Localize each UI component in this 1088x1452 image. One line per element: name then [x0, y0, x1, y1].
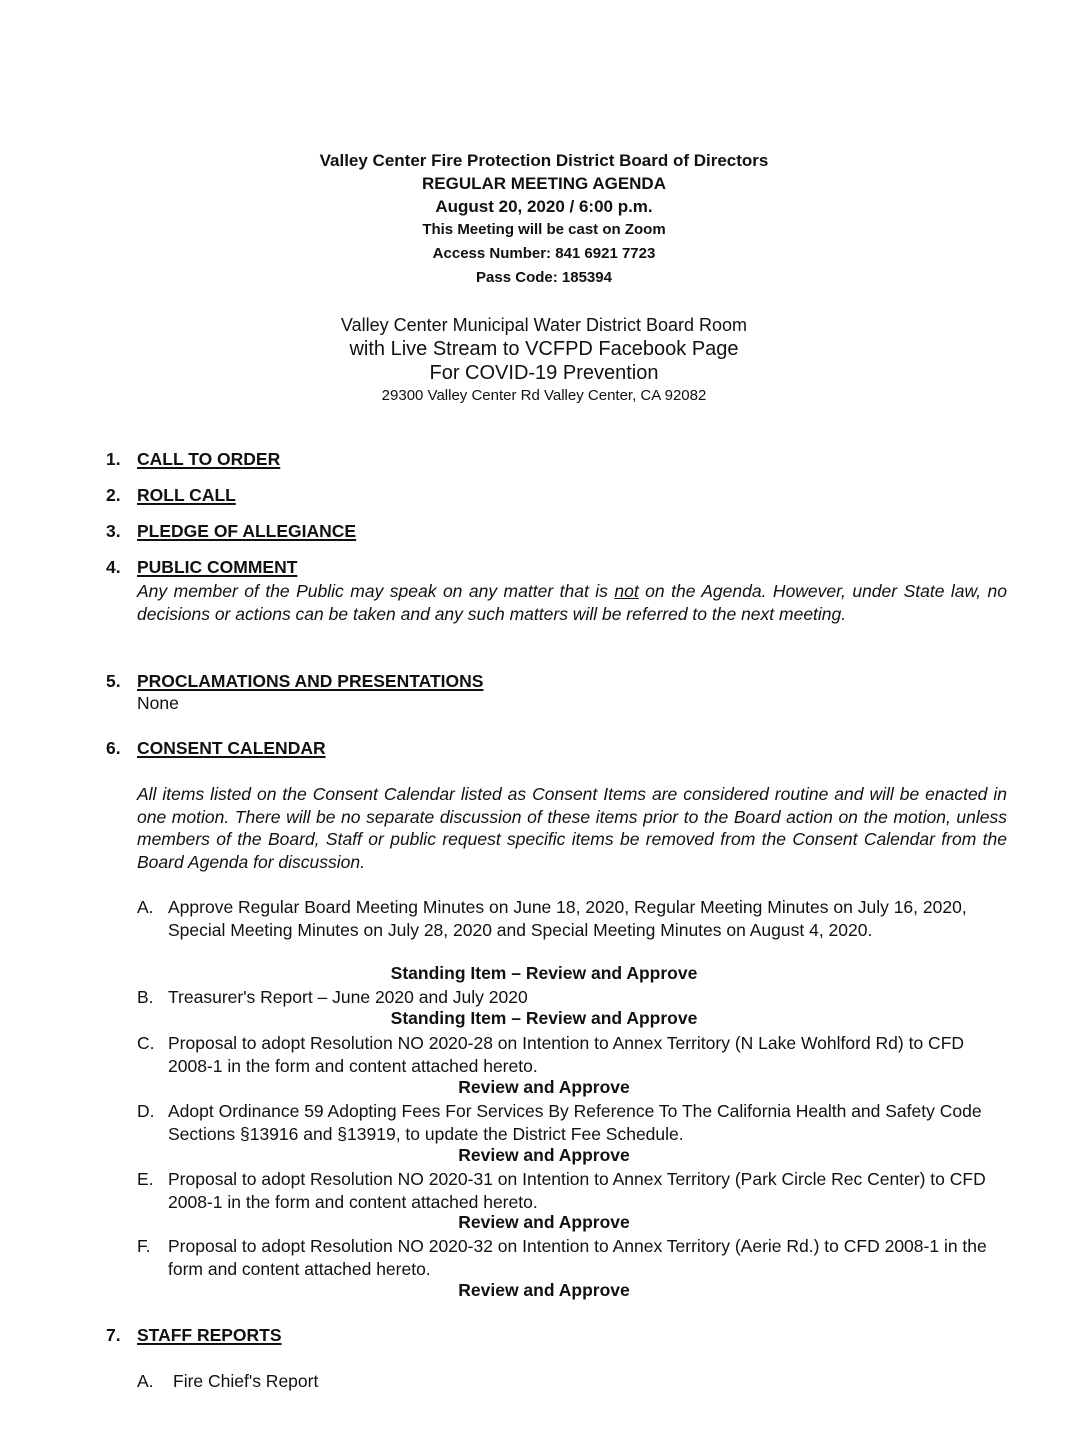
- item-letter: A.: [137, 897, 154, 917]
- staff-report-item-a: [137, 1370, 1012, 1393]
- proclamations-text: None: [137, 693, 179, 713]
- section-staff-reports: [106, 1325, 282, 1346]
- section-number: 7.: [106, 1325, 121, 1345]
- section-call-to-order: [106, 449, 280, 470]
- consent-item-b-action: Standing Item – Review and Approve: [390, 1008, 698, 1028]
- consent-item-c-action: Review and Approve: [458, 1077, 630, 1097]
- consent-item-b: [137, 986, 1012, 1009]
- section-title: STAFF REPORTS: [137, 1325, 282, 1345]
- section-number: 6.: [106, 738, 121, 758]
- section-title: PLEDGE OF ALLEGIANCE: [137, 521, 357, 541]
- consent-item-a: [137, 896, 1012, 941]
- consent-item-d-action: Review and Approve: [458, 1145, 630, 1165]
- public-comment-text: Any member of the Public may speak on any matter that is not on the Agenda. However, under State law, no decisions or actions can be taken and any such matters will be referred to the next meeting.: [137, 581, 1007, 624]
- consent-item-e: [137, 1168, 1012, 1213]
- org-title: Valley Center Fire Protection District Board of Directors: [319, 151, 769, 170]
- section-title: ROLL CALL: [137, 485, 236, 505]
- meeting-date-time: August 20, 2020 / 6:00 p.m.: [435, 197, 653, 216]
- section-number: 2.: [106, 485, 121, 505]
- section-title: PUBLIC COMMENT: [137, 557, 298, 577]
- consent-item-c: [137, 1032, 1012, 1077]
- pass-code: Pass Code: 185394: [476, 269, 612, 286]
- item-text: Fire Chief's Report: [173, 1371, 319, 1391]
- item-text: Approve Regular Board Meeting Minutes on June 18, 2020, Regular Meeting Minutes on July 16, 2020, Special Meeting Minutes on July 28, 2020 and Special Meeting Minutes on August 4, 2020.: [168, 897, 967, 940]
- meeting-type: REGULAR MEETING AGENDA: [422, 174, 666, 193]
- location-line-2: with Live Stream to VCFPD Facebook Page: [349, 338, 739, 360]
- consent-item-f-action: Review and Approve: [458, 1280, 630, 1300]
- item-text: Treasurer's Report – June 2020 and July 2020: [168, 987, 528, 1007]
- section-number: 5.: [106, 671, 121, 691]
- section-public-comment: [106, 557, 297, 578]
- location-line-1: Valley Center Municipal Water District Board Room: [340, 315, 748, 335]
- item-text: Proposal to adopt Resolution NO 2020-31 on Intention to Annex Territory (Park Circle Rec Center) to CFD 2008-1 in the form and content attached hereto.: [168, 1169, 986, 1212]
- item-letter: D.: [137, 1101, 155, 1121]
- item-letter: E.: [137, 1169, 154, 1189]
- consent-item-f: [137, 1235, 1012, 1280]
- location-address: 29300 Valley Center Rd Valley Center, CA 92082: [381, 387, 707, 404]
- section-title: PROCLAMATIONS AND PRESENTATIONS: [137, 671, 484, 691]
- item-text: Adopt Ordinance 59 Adopting Fees For Services By Reference To The California Health and Safety Code Sections §13916 and §13919, to update the District Fee Schedule.: [168, 1101, 982, 1144]
- section-title: CALL TO ORDER: [137, 449, 281, 469]
- section-number: 3.: [106, 521, 121, 541]
- item-letter: F.: [137, 1236, 151, 1256]
- item-text: Proposal to adopt Resolution NO 2020-28 on Intention to Annex Territory (N Lake Wohlford Rd) to CFD 2008-1 in the form and content attached hereto.: [168, 1033, 965, 1076]
- section-consent-calendar: [106, 738, 326, 759]
- section-number: 4.: [106, 557, 121, 577]
- section-proclamations: [106, 671, 483, 692]
- emphasis-not: not: [614, 581, 639, 601]
- section-roll-call: [106, 485, 236, 506]
- location-line-3: For COVID-19 Prevention: [429, 362, 659, 384]
- item-text: Proposal to adopt Resolution NO 2020-32 on Intention to Annex Territory (Aerie Rd.) to CFD 2008-1 in the form and content attached hereto.: [168, 1236, 987, 1279]
- section-number: 1.: [106, 449, 121, 469]
- item-letter: B.: [137, 987, 154, 1007]
- access-number: Access Number: 841 6921 7723: [432, 245, 656, 262]
- section-title: CONSENT CALENDAR: [137, 738, 326, 758]
- consent-item-a-action: Standing Item – Review and Approve: [390, 963, 698, 983]
- consent-item-d: [137, 1100, 1012, 1145]
- consent-calendar-text: All items listed on the Consent Calendar listed as Consent Items are considered routine and will be enacted in one motion. There will be no separate discussion of these items prior to the Board action on the motion, unless members of the Board, Staff or public request specific items be removed from the Consent Calendar from the Board Agenda for discussion.: [137, 784, 1007, 872]
- zoom-note: This Meeting will be cast on Zoom: [422, 221, 666, 238]
- item-letter: A.: [137, 1371, 154, 1391]
- item-letter: C.: [137, 1033, 155, 1053]
- section-pledge: [106, 521, 356, 542]
- consent-item-e-action: Review and Approve: [458, 1212, 630, 1232]
